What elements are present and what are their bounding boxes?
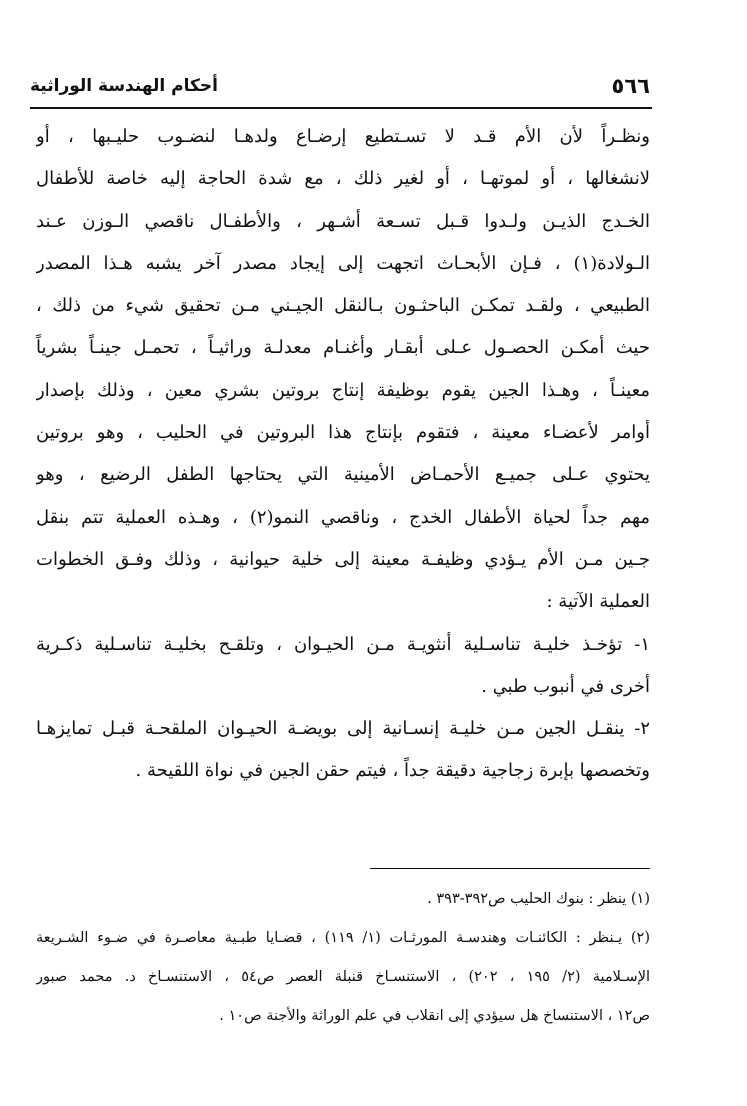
text-line: معينـاً ، وهـذا الجين يقوم بوظيفة إنتاج بروتين بشري معين ، وذلك بإصدار	[36, 379, 650, 401]
page-number: ٥٦٦	[611, 74, 650, 98]
text-line: الخـدج الذيـن ولـدوا قـبل تسـعة أشـهر ، والأطفـال ناقصي الـوزن عـند	[36, 210, 650, 232]
list-item-2-cont: وتخصصها بإبرة زجاجية دقيقة جداً ، فيتم حقن الجين في نواة اللقيحة .	[135, 760, 650, 782]
footnote-2: (٢) يـنظر : الكائنـات وهندسـة المورثـات (١/ ١١٩) ، قضـايا طبـية معاصـرة في ضـوء الشـريعة	[36, 930, 650, 946]
text-line: يحتوي عـلى جميـع الأحمـاض الأمينية التي يحتاجها الطفل الرضيع ، وهو	[36, 464, 650, 486]
text-line: الـولادة(١) ، فـإن الأبحـاث اتجهت إلى إيجاد مصدر آخر يشبه هـذا المصدر	[36, 252, 650, 274]
text-line: العملية الآتية :	[546, 591, 650, 613]
text-line: ونظـراً لأن الأم قـد لا تسـتطيع إرضـاع ولدهـا لنضـوب حليـبها ، أو	[36, 126, 650, 147]
running-title: أحكام الهندسة الوراثية	[30, 76, 218, 96]
footnotes	[36, 880, 650, 1036]
page-header	[30, 70, 650, 104]
text-line: جـين مـن الأم يـؤدي وظيفـة معينة إلى خلية حيوانية ، وذلك وفـق الخطوات	[36, 548, 650, 570]
footnote-2-end: ص١٢ ، الاستنساخ هل سيؤدي إلى انقلاب في علم الوراثة والأجنة ص١٠ .	[219, 1008, 650, 1024]
list-item-1-cont: أخرى في أنبوب طبي .	[481, 675, 650, 697]
text-line: أوامر لأعضـاء معينة ، فتقوم بإنتاج هذا البروتين في الحليب ، وهو بروتين	[36, 422, 650, 444]
footnote-2-cont: الإسـلامية (٢/ ١٩٥ ، ٢٠٢) ، الاستنسـاخ قنبلة العصر ص٥٤ ، الاستنسـاخ د. محمد صبور	[36, 969, 650, 985]
text-line: مهم جداً لحياة الأطفال الخدج ، وناقصي النمو(٢) ، وهـذه العملية تتم بنقل	[36, 506, 650, 528]
main-text	[36, 116, 650, 793]
list-item-2: ٢- ينقـل الجين مـن خليـة إنسـانية إلى بويضـة الحيـوان الملقحـة قبـل تمايزهـا	[36, 718, 650, 740]
list-item-1: ١- تؤخـذ خليـة تناسـلية أنثويـة مـن الحيـوان ، وتلقـح بخليـة تناسـلية ذكـرية	[36, 633, 650, 655]
text-line: الطبيعي ، ولقـد تمكـن الباحثـون بـالنقل الجيـني مـن تحقيق شيء من ذلك ،	[36, 295, 650, 317]
footnote-1: (١) ينظر : بنوك الحليب ص٣٩٢-٣٩٣ .	[427, 891, 650, 907]
footnote-rule	[370, 868, 650, 869]
text-line: لانشغالها ، أو لموتهـا ، أو لغير ذلك ، مع شدة الحاجة إليه خاصة للأطفال	[36, 168, 650, 190]
header-rule	[30, 107, 652, 109]
text-line: حيث أمكـن الحصـول عـلى أبقـار وأغنـام معدلـة وراثيـاً ، تحمـل جينـاً بشرياً	[36, 337, 650, 359]
